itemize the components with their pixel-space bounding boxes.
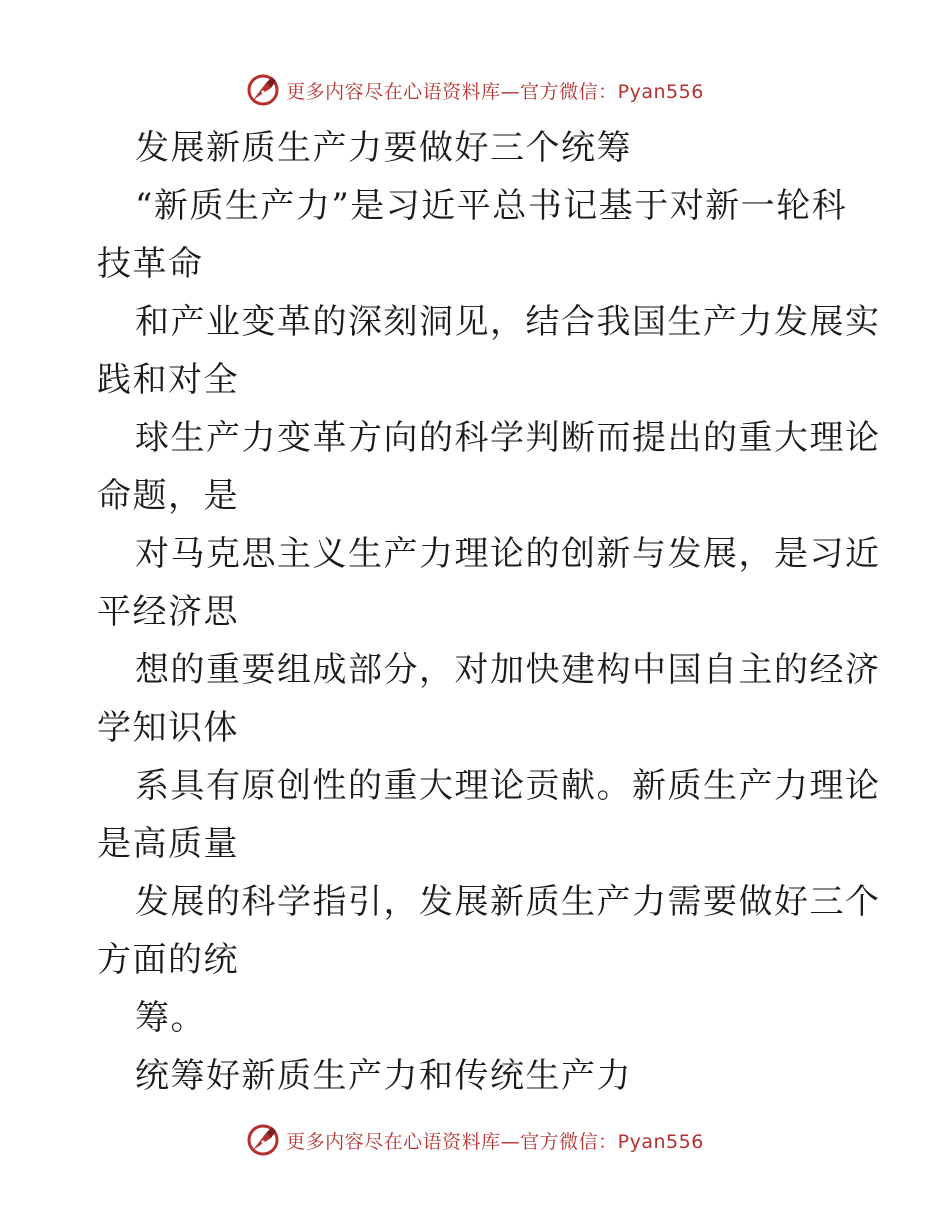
text-line: 想的重要组成部分，对加快建构中国自主的经济 [135,650,881,690]
pen-nib-logo-icon [246,73,280,107]
text-line: 和产业变革的深刻洞见，结合我国生产力发展实 [135,302,881,342]
text-line: 发展新质生产力要做好三个统筹 [135,128,632,168]
text-line: 球生产力变革方向的科学判断而提出的重大理论 [135,418,881,458]
text-line: 统筹好新质生产力和传统生产力 [135,1056,632,1096]
footer-banner-text: 更多内容尽在心语资料库—官方微信：Pyan556 [286,1130,704,1153]
text-line: 是高质量 [97,824,239,864]
footer-banner [0,1120,950,1160]
pen-nib-logo-icon [246,1123,280,1157]
text-line: “新质生产力”是习近平总书记基于对新一轮科 [135,186,848,226]
text-line: 方面的统 [97,940,239,980]
text-line: 学知识体 [97,708,239,748]
text-line: 对马克思主义生产力理论的创新与发展，是习近 [135,534,881,574]
text-line: 践和对全 [97,360,239,400]
text-line: 平经济思 [97,592,239,632]
header-banner [0,70,950,110]
text-line: 技革命 [97,244,204,284]
text-line: 命题，是 [97,476,239,516]
text-line: 发展的科学指引，发展新质生产力需要做好三个 [135,882,881,922]
text-line: 筹。 [135,998,206,1038]
header-banner-text: 更多内容尽在心语资料库—官方微信：Pyan556 [286,80,704,103]
document-body [97,119,881,1105]
text-line: 系具有原创性的重大理论贡献。新质生产力理论 [135,766,881,806]
